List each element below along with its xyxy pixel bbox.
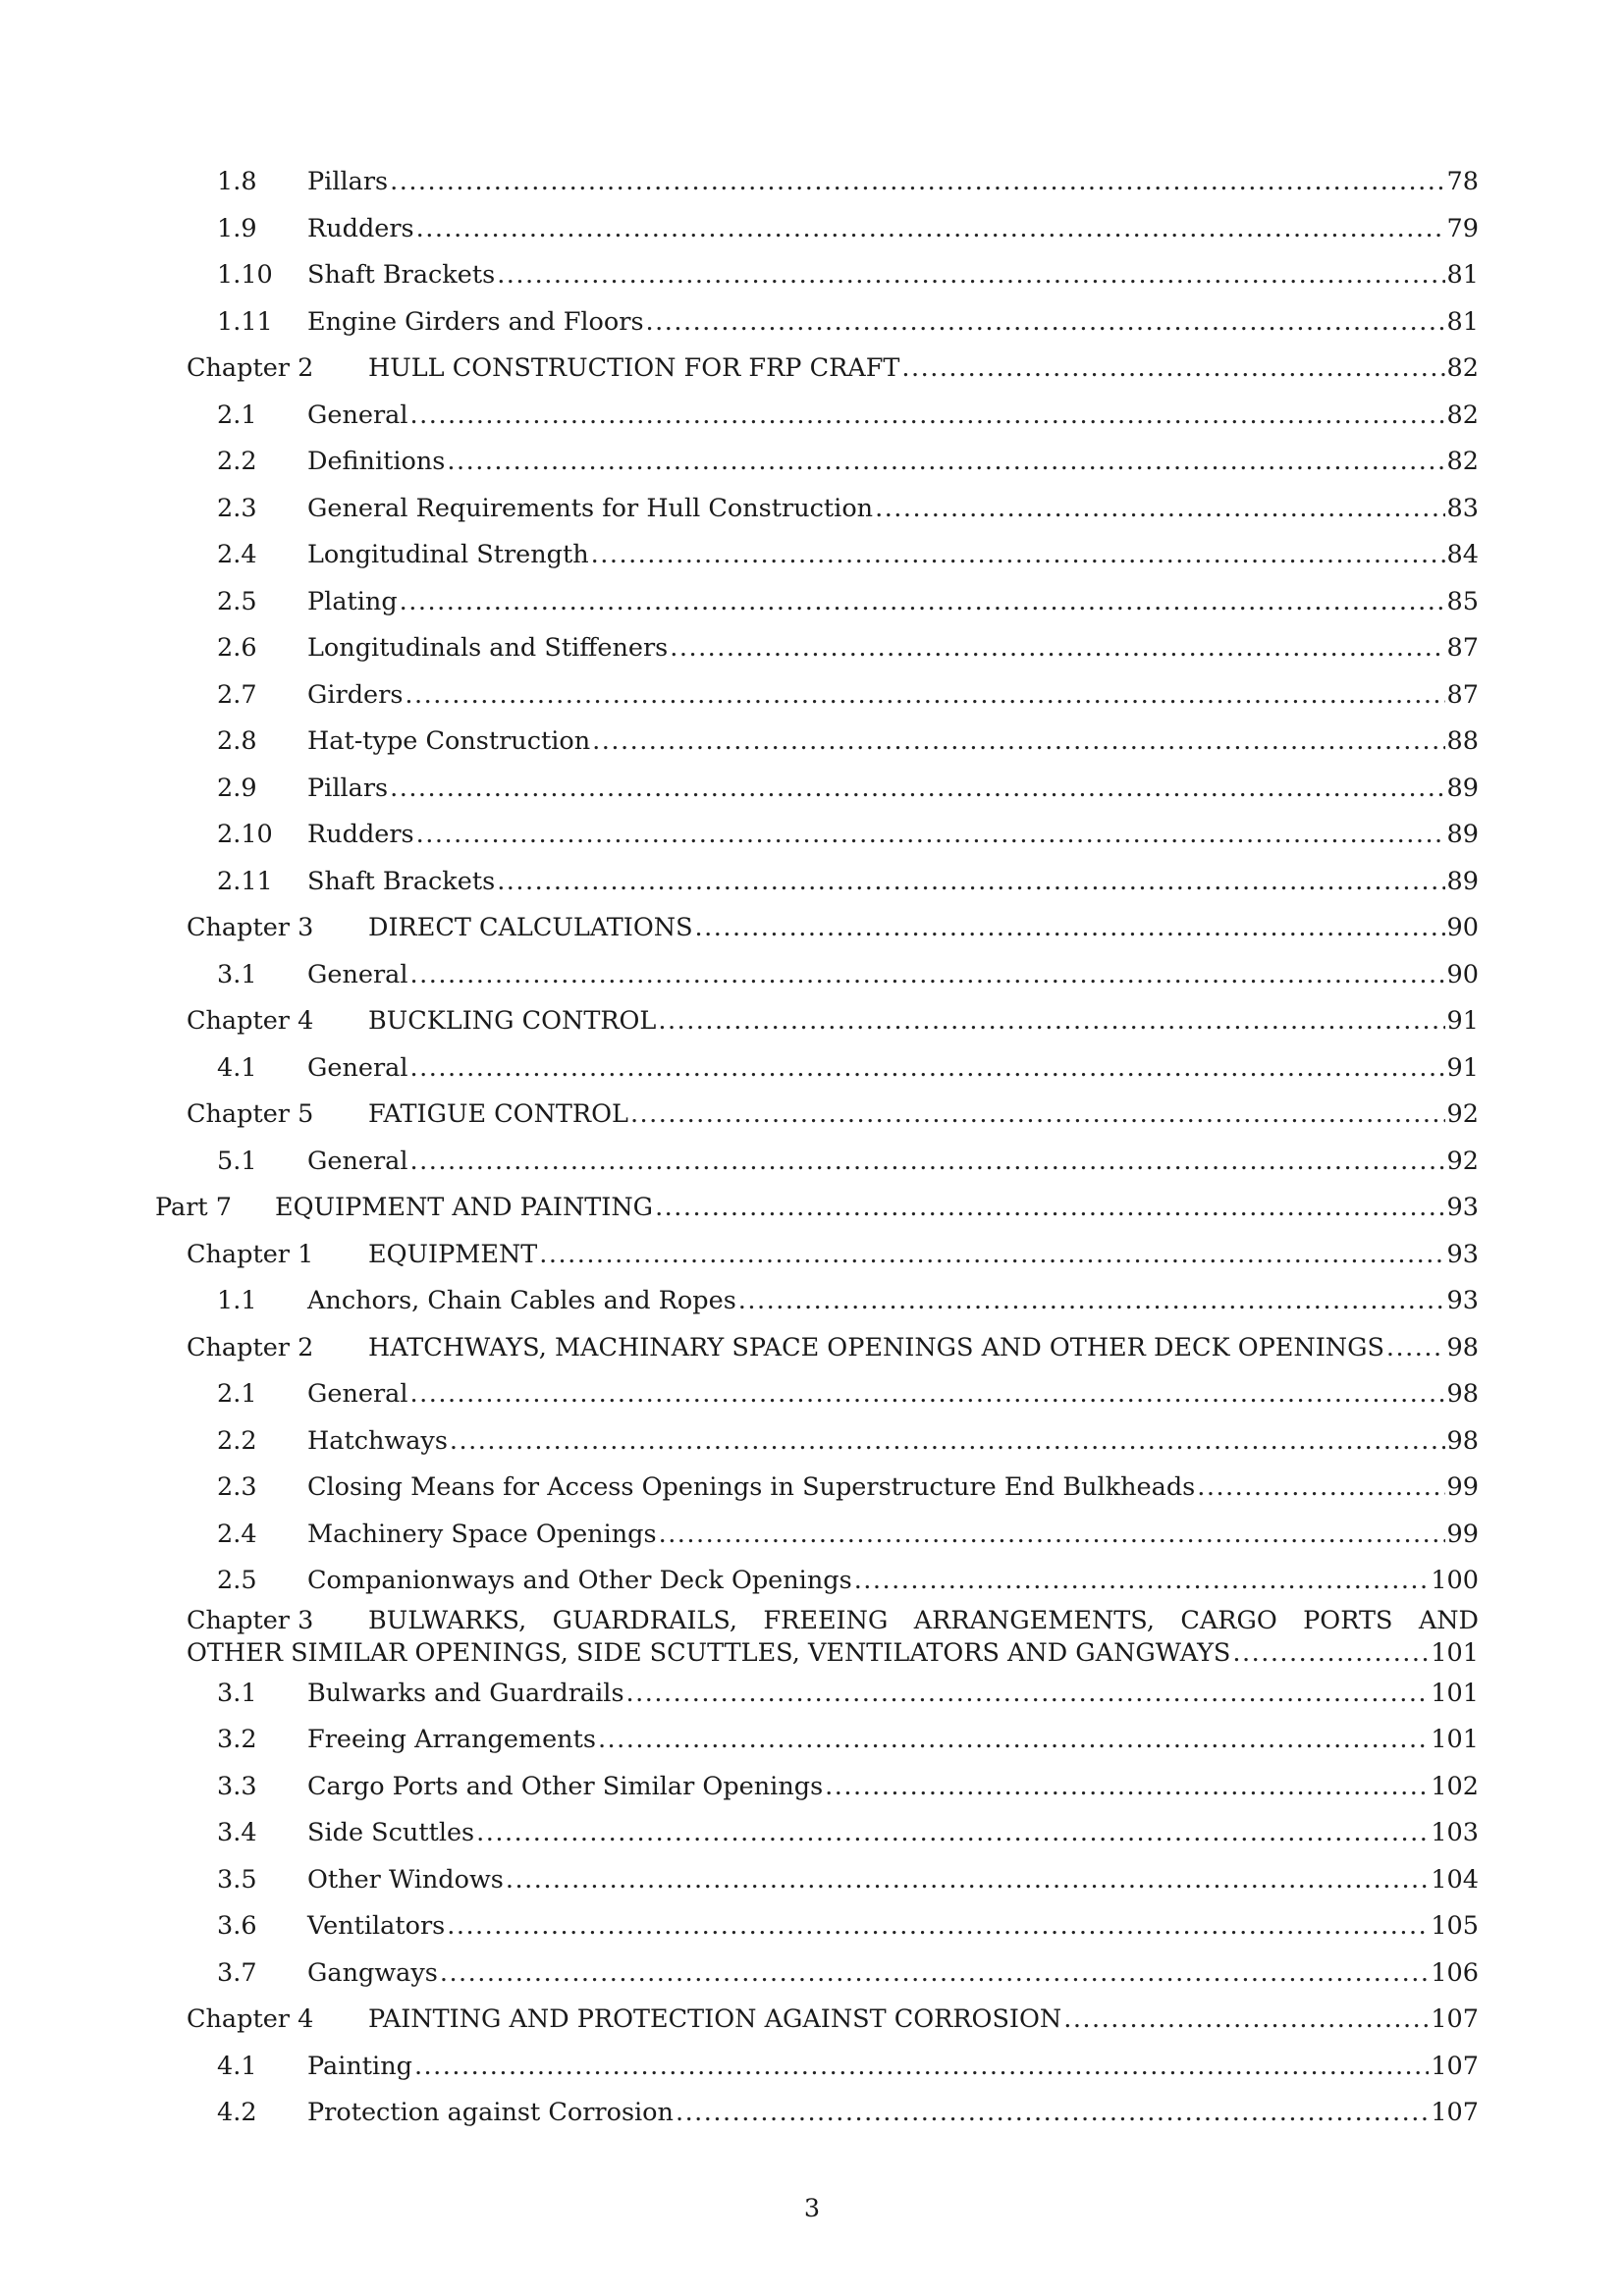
toc-entry-page: 82	[1446, 353, 1479, 383]
toc-entry-number: Chapter 2	[187, 353, 314, 383]
toc-entry-page: 106	[1431, 1957, 1479, 1988]
toc-entry-page: 89	[1446, 820, 1479, 849]
toc-entry-number: Part 7	[155, 1193, 232, 1222]
toc-entry-number: 2.1	[217, 400, 257, 430]
toc-entry-title: PAINTING AND PROTECTION AGAINST CORROSION	[368, 2004, 1062, 2034]
toc-entry-page: 81	[1446, 306, 1479, 337]
toc-entry[interactable]	[0, 1045, 1624, 1093]
toc-entry-title: Closing Means for Access Openings in Superstructure End Bulkheads	[307, 1472, 1196, 1502]
toc-entry-page: 91	[1446, 1052, 1479, 1083]
toc-entry[interactable]	[0, 1325, 1624, 1372]
toc-entry-title: Other Windows	[307, 1864, 504, 1895]
toc-entry[interactable]	[0, 1512, 1624, 1559]
toc-entry[interactable]	[0, 998, 1624, 1045]
toc-entry-number: 3.4	[217, 1818, 257, 1847]
toc-leader-dots	[410, 952, 1445, 999]
toc-entry-page: 89	[1446, 866, 1479, 896]
toc-entry-page: 89	[1446, 773, 1479, 803]
toc-entry-page: 101	[1431, 1725, 1479, 1754]
page-number: 3	[803, 2194, 821, 2223]
toc-entry-title: HULL CONSTRUCTION FOR FRP CRAFT	[368, 353, 900, 383]
toc-entry[interactable]	[0, 1418, 1624, 1466]
toc-leader-dots	[1232, 1637, 1429, 1671]
toc-entry-title: Shaft Brackets	[307, 866, 496, 896]
toc-leader-dots	[854, 1558, 1430, 1605]
toc-leader-dots	[630, 1092, 1445, 1139]
toc-entry-number: 2.5	[217, 586, 257, 616]
toc-entry-page: 107	[1431, 2004, 1479, 2034]
toc-leader-dots	[497, 859, 1444, 906]
toc-entry-page: 82	[1446, 400, 1479, 430]
toc-entry-page: 88	[1446, 726, 1479, 756]
toc-entry-number: 2.9	[217, 773, 257, 803]
toc-entry[interactable]	[0, 859, 1624, 906]
toc-entry-number: 3.7	[217, 1957, 257, 1988]
toc-leader-dots	[901, 346, 1444, 393]
toc-leader-dots	[670, 625, 1444, 672]
toc-leader-dots	[825, 1764, 1429, 1811]
toc-entry-title: Definitions	[307, 447, 446, 476]
toc-entry-number: 1.9	[217, 213, 257, 243]
toc-entry[interactable]	[0, 252, 1624, 299]
toc-entry-title: General	[307, 959, 408, 989]
toc-entry-title: BUCKLING CONTROL	[368, 1006, 657, 1036]
toc-entry-number: Chapter 2	[187, 1332, 314, 1362]
toc-leader-dots	[875, 486, 1444, 533]
toc-entry-number: Chapter 4	[187, 1006, 314, 1036]
toc-entry-number: 1.8	[217, 167, 257, 196]
toc-leader-dots	[410, 393, 1445, 440]
toc-entry-title: EQUIPMENT	[368, 1239, 538, 1269]
toc-leader-dots	[676, 2090, 1429, 2137]
toc-leader-dots	[410, 1371, 1445, 1418]
toc-entry[interactable]	[0, 1717, 1624, 1764]
toc-entry-number: 2.2	[217, 447, 257, 476]
toc-leader-dots	[1063, 1997, 1429, 2044]
toc-entry-page: 98	[1446, 1379, 1479, 1409]
toc-entry-number: 2.10	[217, 820, 273, 849]
toc-entry-number: 4.1	[217, 2051, 257, 2081]
toc-entry-number: Chapter 1	[187, 1239, 314, 1269]
toc-entry-page: 93	[1446, 1193, 1479, 1222]
toc-leader-dots	[738, 1278, 1445, 1325]
toc-entry[interactable]	[0, 1605, 1624, 1671]
toc-entry[interactable]	[0, 1139, 1624, 1186]
toc-entry-title: Girders	[307, 679, 404, 710]
toc-leader-dots	[646, 299, 1445, 347]
toc-entry-title-continued: OTHER SIMILAR OPENINGS, SIDE SCUTTLES, VENTILATORS AND GANGWAYS	[187, 1638, 1231, 1668]
toc-leader-dots	[476, 1810, 1429, 1857]
toc-entry-title: Painting	[307, 2051, 412, 2081]
toc-leader-dots	[416, 206, 1445, 253]
toc-entry-page: 107	[1431, 2051, 1479, 2081]
toc-entry-title: General	[307, 1146, 408, 1176]
toc-entry-page: 82	[1446, 447, 1479, 476]
toc-entry-number: 2.2	[217, 1425, 257, 1456]
toc-entry-page: 98	[1446, 1425, 1479, 1456]
toc-entry[interactable]	[0, 1857, 1624, 1904]
toc-entry-page: 102	[1431, 1771, 1479, 1801]
toc-entry-number: 2.3	[217, 493, 257, 523]
toc-entry-title: General	[307, 400, 408, 430]
toc-entry-page: 83	[1446, 493, 1479, 523]
toc-entry-number: 2.4	[217, 1519, 257, 1549]
toc-entry-title: DIRECT CALCULATIONS	[368, 913, 693, 942]
toc-entry-number: 3.3	[217, 1771, 257, 1801]
toc-leader-dots	[506, 1857, 1429, 1904]
toc-entry-number: 1.10	[217, 260, 273, 290]
toc-entry-number: 1.1	[217, 1286, 257, 1315]
toc-entry-number: 2.7	[217, 679, 257, 710]
toc-entry-title: Cargo Ports and Other Similar Openings	[307, 1771, 824, 1801]
toc-entry[interactable]	[0, 159, 1624, 206]
toc-entry-number: 2.3	[217, 1472, 257, 1502]
toc-entry-title: Protection against Corrosion	[307, 2098, 674, 2127]
toc-entry-title: Longitudinal Strength	[307, 540, 589, 569]
toc-entry-page: 78	[1446, 167, 1479, 196]
toc-entry-number: 3.2	[217, 1725, 257, 1754]
toc-leader-dots	[400, 579, 1445, 626]
toc-entry[interactable]	[0, 1232, 1624, 1279]
toc-entry-title: Longitudinals and Stiffeners	[307, 633, 669, 663]
toc-entry-page: 105	[1431, 1911, 1479, 1941]
toc-entry-title: Companionways and Other Deck Openings	[307, 1566, 852, 1595]
toc-leader-dots	[655, 1185, 1444, 1232]
toc-entry[interactable]	[0, 532, 1624, 579]
toc-entry-title: General Requirements for Hull Construction	[307, 493, 874, 523]
toc-entry-number: 4.1	[217, 1052, 257, 1083]
toc-entry[interactable]	[0, 206, 1624, 253]
toc-entry-page: 93	[1446, 1286, 1479, 1315]
toc-entry-page: 87	[1446, 679, 1479, 710]
toc-entry-title: General	[307, 1052, 408, 1083]
toc-leader-dots	[591, 532, 1445, 579]
toc-entry-title: General	[307, 1379, 408, 1409]
toc-entry-page: 85	[1446, 586, 1479, 616]
toc-entry-title: Gangways	[307, 1957, 438, 1988]
toc-entry-title: Side Scuttles	[307, 1818, 475, 1847]
toc-leader-dots	[414, 2044, 1429, 2091]
toc-entry[interactable]	[0, 905, 1624, 952]
toc-entry[interactable]	[0, 952, 1624, 999]
toc-entry-title: Freeing Arrangements	[307, 1725, 596, 1754]
toc-entry-page: 87	[1446, 633, 1479, 663]
toc-entry-page: 99	[1446, 1519, 1479, 1549]
toc-entry-number: 1.11	[217, 306, 273, 337]
toc-entry-title: Machinery Space Openings	[307, 1519, 657, 1549]
toc-entry[interactable]	[0, 1092, 1624, 1139]
toc-entry[interactable]	[0, 1810, 1624, 1857]
toc-entry[interactable]	[0, 1903, 1624, 1950]
toc-entry-page: 84	[1446, 540, 1479, 569]
toc-entry-number: 2.11	[217, 866, 273, 896]
toc-entry-title: FATIGUE CONTROL	[368, 1099, 628, 1129]
toc-entry-number: Chapter 5	[187, 1099, 314, 1129]
toc-entry-title: Anchors, Chain Cables and Ropes	[307, 1286, 736, 1315]
toc-leader-dots	[659, 1512, 1445, 1559]
toc-entry[interactable]	[0, 1764, 1624, 1811]
toc-entry-number: Chapter 3	[187, 1605, 314, 1635]
toc-entry-page: 98	[1446, 1332, 1479, 1362]
toc-leader-dots	[447, 1903, 1429, 1950]
toc-leader-dots	[410, 1139, 1445, 1186]
toc-entry-page: 103	[1431, 1818, 1479, 1847]
toc-entry[interactable]	[0, 1465, 1624, 1512]
toc-entry-page: 90	[1446, 913, 1479, 942]
toc-entry-number: 5.1	[217, 1146, 257, 1176]
toc-entry-page: 79	[1446, 213, 1479, 243]
toc-entry-page: 93	[1446, 1239, 1479, 1269]
toc-entry-page: 92	[1446, 1099, 1479, 1129]
toc-entry-page: 100	[1431, 1566, 1479, 1595]
toc-entry-title: Plating	[307, 586, 398, 616]
toc-entry-page: 101	[1431, 1638, 1479, 1668]
toc-entry-page: 92	[1446, 1146, 1479, 1176]
toc-entry-number: Chapter 3	[187, 913, 314, 942]
toc-entry-number: 3.1	[217, 959, 257, 989]
toc-leader-dots	[405, 672, 1444, 720]
toc-leader-dots	[539, 1232, 1444, 1279]
toc-leader-dots	[1197, 1465, 1444, 1512]
toc-entry-page: 91	[1446, 1006, 1479, 1036]
toc-leader-dots	[497, 252, 1444, 299]
toc-entry-number: 2.1	[217, 1379, 257, 1409]
toc-entry[interactable]	[0, 766, 1624, 813]
toc-leader-dots	[390, 159, 1444, 206]
toc-entry-number: 2.6	[217, 633, 257, 663]
toc-entry[interactable]	[0, 1997, 1624, 2044]
toc-entry-number: 2.8	[217, 726, 257, 756]
toc-entry-title: Rudders	[307, 213, 414, 243]
toc-leader-dots	[447, 439, 1444, 486]
toc-leader-dots	[450, 1418, 1445, 1466]
toc-entry-title: EQUIPMENT AND PAINTING	[275, 1193, 654, 1222]
toc-entry-page: 81	[1446, 260, 1479, 290]
toc-leader-dots	[658, 998, 1444, 1045]
toc-leader-dots	[440, 1950, 1429, 1998]
toc-entry-title: BULWARKS, GUARDRAILS, FREEING ARRANGEMENTS, CARGO PORTS AND	[368, 1605, 1479, 1635]
toc-entry-number: 3.6	[217, 1911, 257, 1941]
toc-entry[interactable]	[0, 486, 1624, 533]
toc-entry[interactable]	[0, 1671, 1624, 1718]
toc-leader-dots	[410, 1045, 1445, 1093]
toc-entry[interactable]	[0, 1558, 1624, 1605]
toc-entry-number: 2.4	[217, 540, 257, 569]
toc-entry-number: Chapter 4	[187, 2004, 314, 2034]
toc-entry[interactable]	[0, 672, 1624, 720]
toc-leader-dots	[695, 905, 1445, 952]
toc-entry-title: Shaft Brackets	[307, 260, 496, 290]
toc-entry-title: Hat-type Construction	[307, 726, 591, 756]
toc-entry-number: 3.1	[217, 1678, 257, 1708]
toc-leader-dots	[416, 812, 1445, 859]
table-of-contents	[0, 159, 1624, 2137]
toc-entry[interactable]	[0, 812, 1624, 859]
toc-entry-title: Ventilators	[307, 1911, 446, 1941]
toc-entry[interactable]	[0, 2044, 1624, 2091]
toc-entry-title: Rudders	[307, 820, 414, 849]
toc-entry-title: Bulwarks and Guardrails	[307, 1678, 624, 1708]
toc-entry-page: 104	[1431, 1864, 1479, 1895]
toc-entry-page: 107	[1431, 2098, 1479, 2127]
toc-leader-dots	[390, 766, 1444, 813]
toc-entry[interactable]	[0, 299, 1624, 347]
toc-entry[interactable]	[0, 625, 1624, 672]
toc-entry-title: Engine Girders and Floors	[307, 306, 644, 337]
toc-entry-number: 2.5	[217, 1566, 257, 1595]
toc-leader-dots	[1386, 1325, 1445, 1372]
toc-entry-title: Pillars	[307, 773, 389, 803]
toc-entry-title: Pillars	[307, 167, 389, 196]
toc-entry-number: 3.5	[217, 1864, 257, 1895]
toc-entry[interactable]	[0, 1278, 1624, 1325]
toc-entry[interactable]	[0, 439, 1624, 486]
toc-entry[interactable]	[0, 1185, 1624, 1232]
toc-entry[interactable]	[0, 2090, 1624, 2137]
toc-entry[interactable]	[0, 346, 1624, 393]
toc-entry-title: Hatchways	[307, 1425, 448, 1456]
toc-entry-number: 4.2	[217, 2098, 257, 2127]
toc-leader-dots	[598, 1717, 1429, 1764]
toc-entry[interactable]	[0, 1950, 1624, 1998]
toc-entry-page: 99	[1446, 1472, 1479, 1502]
toc-leader-dots	[626, 1671, 1430, 1718]
toc-entry-page: 90	[1446, 959, 1479, 989]
toc-entry-page: 101	[1431, 1678, 1479, 1708]
toc-entry[interactable]	[0, 719, 1624, 766]
toc-entry[interactable]	[0, 579, 1624, 626]
toc-entry[interactable]	[0, 393, 1624, 440]
toc-entry-title: HATCHWAYS, MACHINARY SPACE OPENINGS AND OTHER DECK OPENINGS	[368, 1332, 1384, 1362]
toc-leader-dots	[592, 719, 1444, 766]
toc-entry[interactable]	[0, 1371, 1624, 1418]
